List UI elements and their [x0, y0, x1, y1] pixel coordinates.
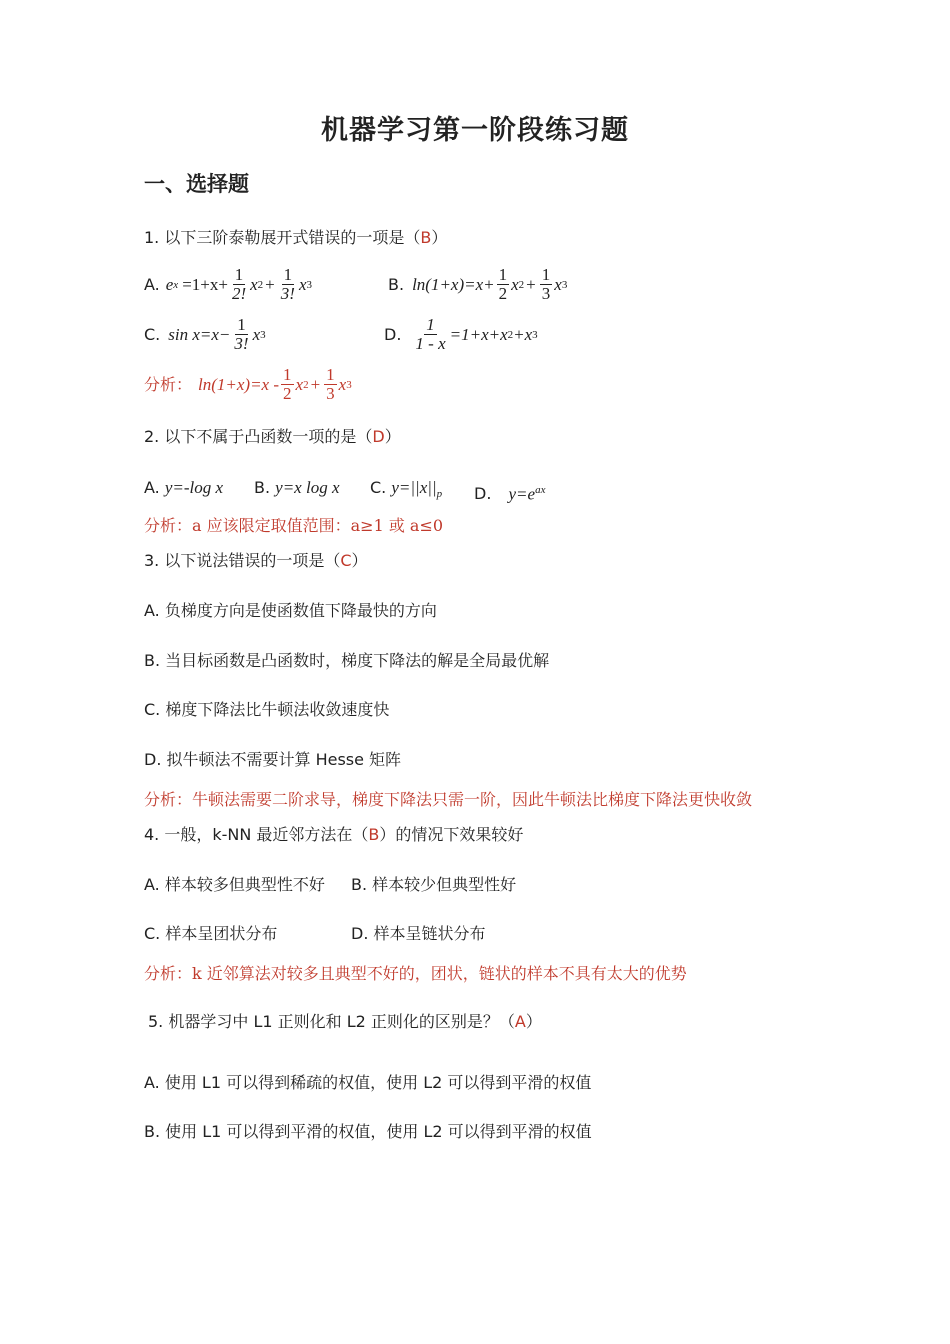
- q1-option-b-label: B.: [388, 274, 405, 294]
- q1-a-sup: x: [173, 278, 179, 291]
- q1-c-frac1-den: 3!: [234, 334, 249, 353]
- q4-option-b: B. 样本较少但典型性好: [351, 875, 517, 894]
- q1-a-frac1-den: 2!: [231, 284, 247, 303]
- question-5-stem: [148, 1012, 542, 1032]
- question-2-stem: [144, 427, 401, 447]
- q1-d-pow1: 2: [507, 328, 514, 341]
- q1-b-pow1: 2: [518, 278, 525, 291]
- q1-d-frac1-num: 1: [426, 315, 435, 334]
- q1-c-frac1-num: 1: [237, 315, 246, 334]
- question-1-stem: [144, 228, 447, 248]
- q1-a-lhs: e: [165, 274, 174, 294]
- q2-option-c-sub: p: [436, 488, 443, 501]
- q1-ana-frac1-num: 1: [283, 365, 292, 384]
- q4-option-c: C. 样本呈团状分布: [144, 924, 278, 943]
- q1-a-plus: +: [265, 274, 275, 294]
- q2-option-c-label: C.: [370, 478, 387, 497]
- question-3-text: 3. 以下说法错误的一项是（: [144, 551, 341, 570]
- q1-a-term2: x: [298, 274, 307, 294]
- question-3-answer: C: [340, 551, 352, 570]
- q1-a-frac2-num: 1: [283, 265, 293, 284]
- q1-ana-frac2-den: 3: [326, 384, 335, 403]
- q2-option-c-expr: y=||x||: [391, 478, 437, 497]
- q1-d-rhs2: +x: [513, 324, 533, 344]
- q1-ana-plus: +: [310, 374, 321, 394]
- q4-option-a: A. 样本较多但典型性不好: [144, 875, 325, 894]
- q1-b-frac1-den: 2: [498, 284, 508, 303]
- q1-d-frac1-den: 1 - x: [415, 334, 446, 353]
- question-2-text: 2. 以下不属于凸函数一项的是（: [144, 427, 373, 446]
- q1-option-a-label: A.: [144, 274, 160, 294]
- q1-b-term2: x: [554, 274, 562, 294]
- q1-ana-term1: x: [295, 374, 304, 394]
- q1-analysis-label: 分析：: [144, 374, 193, 394]
- q1-b-frac2: [540, 266, 553, 303]
- q1-b-frac1-num: 1: [498, 265, 508, 284]
- question-1-text: 1. 以下三阶泰勒展开式错误的一项是（: [144, 228, 421, 247]
- q1-a-frac2-den: 3!: [280, 284, 295, 303]
- q3-option-d: D. 拟牛顿法不需要计算 Hesse 矩阵: [144, 750, 402, 769]
- q2-option-d-label: D.: [474, 484, 492, 504]
- q2-option-d-expr: y=e: [508, 484, 536, 504]
- q3-option-b: B. 当目标函数是凸函数时，梯度下降法的解是全局最优解: [144, 651, 550, 670]
- q3-option-c: C. 梯度下降法比牛顿法收敛速度快: [144, 700, 390, 719]
- question-4-stem: [144, 825, 523, 845]
- q1-d-rhs: =1+x+x: [449, 324, 508, 344]
- question-4-answer: B: [368, 825, 380, 844]
- page-title: 机器学习第一阶段练习题: [321, 115, 629, 146]
- q1-option-d-label: D.: [384, 324, 402, 344]
- question-5-answer: A: [514, 1012, 526, 1031]
- q1-b-pow2: 3: [561, 278, 568, 291]
- q1-a-mid: =1+x+: [182, 274, 228, 294]
- q1-a-term1: x: [250, 274, 258, 294]
- q1-option-a: [144, 266, 312, 303]
- q1-d-pow2: 3: [532, 328, 538, 341]
- question-3-stem: [144, 551, 368, 571]
- q2-option-a: [144, 478, 223, 498]
- q2-option-d-sup: ax: [535, 484, 546, 496]
- question-4-close: ）的情况下效果较好: [379, 825, 524, 844]
- q1-analysis: [144, 366, 352, 403]
- section-title: 一、选择题: [144, 172, 249, 196]
- q1-c-pow1: 3: [260, 328, 266, 341]
- q1-b-frac2-num: 1: [541, 265, 551, 284]
- q1-b-term1: x: [511, 274, 519, 294]
- q1-b-frac1: [497, 266, 510, 303]
- q1-d-frac1: [413, 316, 447, 353]
- q1-a-pow2: 3: [306, 278, 312, 291]
- q1-c-lhs: sin x=x−: [168, 324, 231, 344]
- q1-a-frac2: [279, 266, 297, 303]
- question-1-close: ）: [431, 228, 448, 247]
- q2-analysis: 分析：a 应该限定取值范围：a≥1 或 a≤0: [144, 516, 444, 535]
- q1-ana-term2: x: [338, 374, 347, 394]
- q5-option-a: A. 使用 L1 可以得到稀疏的权值，使用 L2 可以得到平滑的权值: [144, 1073, 592, 1092]
- question-2-answer: D: [372, 427, 385, 446]
- question-1-answer: B: [420, 228, 432, 247]
- q2-option-d: [474, 480, 545, 504]
- q1-ana-frac2-num: 1: [326, 365, 335, 384]
- q1-ana-pow2: 3: [346, 378, 352, 391]
- q1-a-frac1-num: 1: [234, 265, 244, 284]
- q4-analysis: 分析：k 近邻算法对较多且典型不好的，团状，链状的样本不具有太大的优势: [144, 964, 687, 983]
- q1-b-plus: +: [526, 274, 536, 294]
- q2-option-b-label: B.: [254, 478, 271, 497]
- question-4-text: 4. 一般，k-NN 最近邻方法在（: [144, 825, 369, 844]
- q1-option-b: [388, 266, 567, 303]
- q2-option-c: [370, 478, 442, 504]
- q1-ana-frac1-den: 2: [283, 384, 292, 403]
- q3-analysis: 分析：牛顿法需要二阶求导，梯度下降法只需一阶，因此牛顿法比梯度下降法更快收敛: [144, 790, 753, 809]
- q1-a-pow1: 2: [257, 278, 264, 291]
- q1-b-frac2-den: 3: [541, 284, 551, 303]
- q1-option-c: [144, 316, 266, 353]
- q2-option-a-expr: y=-log x: [164, 478, 224, 497]
- q1-b-lhs: ln(1+x)=x+: [412, 274, 495, 294]
- q1-ana-pow1: 2: [303, 378, 309, 391]
- question-5-close: ）: [525, 1012, 542, 1031]
- q1-ana-frac2: [324, 366, 337, 403]
- q1-ana-lhs: ln(1+x)=x -: [198, 374, 280, 394]
- q2-option-b-expr: y=x log x: [275, 478, 340, 497]
- q5-option-b: B. 使用 L1 可以得到平滑的权值，使用 L2 可以得到平滑的权值: [144, 1122, 592, 1141]
- q2-option-b: [254, 478, 340, 498]
- q2-option-a-label: A.: [144, 478, 160, 497]
- q1-option-c-label: C.: [144, 324, 161, 344]
- q4-option-d: D. 样本呈链状分布: [351, 924, 486, 943]
- question-2-close: ）: [384, 427, 401, 446]
- q1-option-d: [384, 316, 538, 353]
- q1-c-frac1: [232, 316, 250, 353]
- q1-c-term1: x: [252, 324, 261, 344]
- q1-a-frac1: [230, 266, 248, 303]
- q3-option-a: A. 负梯度方向是使函数值下降最快的方向: [144, 601, 437, 620]
- question-3-close: ）: [351, 551, 368, 570]
- q1-ana-frac1: [281, 366, 294, 403]
- question-5-text: 5. 机器学习中 L1 正则化和 L2 正则化的区别是？（: [148, 1012, 515, 1031]
